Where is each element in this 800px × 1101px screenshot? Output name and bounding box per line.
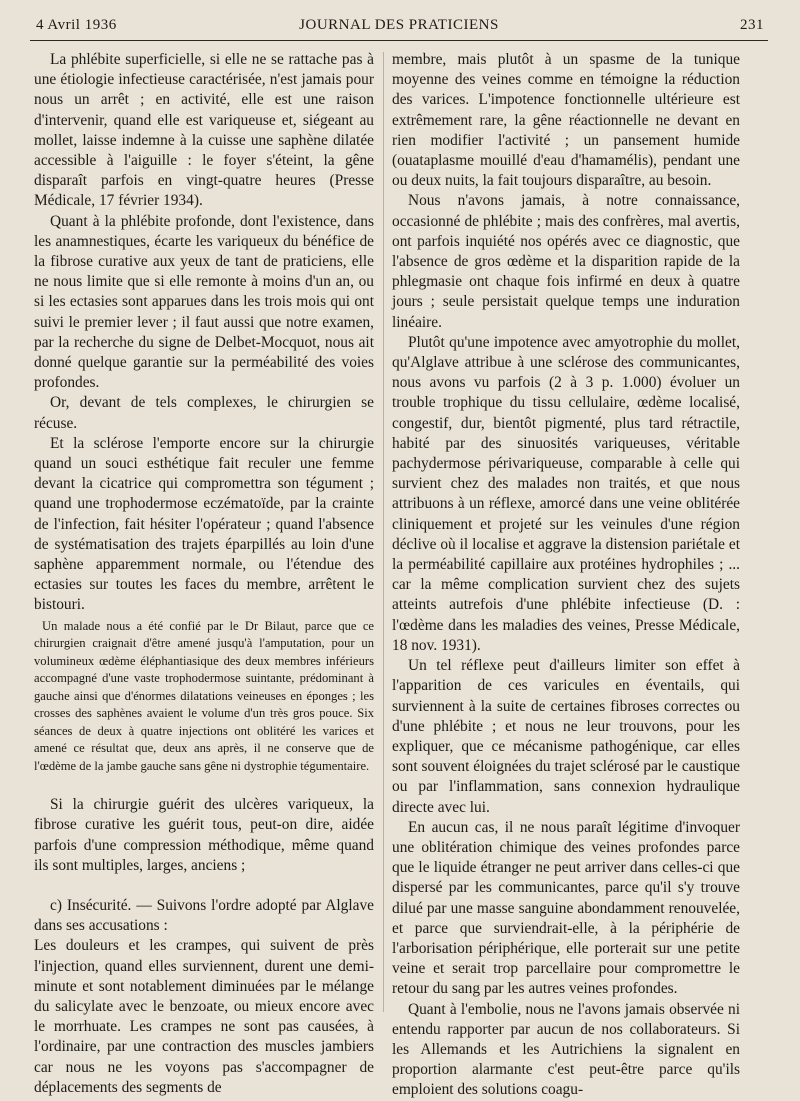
paragraph-deep-veins: En aucun cas, il ne nous paraît légitime d'invoquer une oblitération chimique des veines profondes parce que le liquide étranger ne peut arriver dans celles-ci que dispersé par les communicantes, parce qu'il s'y trouve dilué par une masse sanguine abondamment renouvelée, et parce que surviendrait-elle, à la périphérie de l'arborisation périphérique, elle porterait sur une petite veine et serait trop parcellaire pour compromettre le retour du sang par les autres veines profondes. — [392, 818, 740, 998]
paragraph-sclerosis-advantage: Et la sclérose l'emporte encore sur la chirurgie quand un souci esthétique fait reculer une femme devant la cicatrice qui compromettra son tégument ; quand une trophodermose eczématoïde, par la crainte de l'infection, fait hésiter l'opérateur ; quand l'absence de systématisation des trajets éparpillés au loin d'une saphène apparemment normale, ou l'étendue des ectasies sur toutes les faces du membre, arrêtent le bistouri. — [34, 434, 374, 614]
page-number: 231 — [740, 17, 764, 33]
paragraph-pains-cramps: Les douleurs et les crampes, qui suivent de près l'injection, quand elles surviennent, durent une demi-minute et sont notablement diminuées par le mélange du salicylate avec le benzoate, ou mieux encore avec le morrhuate. Les crampes ne sont pas causées, à l'ordinaire, par une contraction des muscles jambiers car nous ne les voyons pas s'accompagner de déplacements des segments de — [34, 937, 374, 1096]
case-note: Un malade nous a été confié par le Dr Bilaut, parce que ce chirurgien craignait d'être amené jusqu'à l'amputation, pour un volumineux œdème éléphantiasique des deux membres inférieurs accompagné d'une vaste trophodermose suintante, prédominant à gauche ainsi que d'énormes dilatations veineuses en éponges ; les crosses des saphènes avaient le volume d'un très gros pouce. Six séances de deux à quatre injections ont oblitéré les varices et amené ce résultat que, deux ans après, il ne conserve que de l'œdème de la jambe gauche sans gêne ni dystrophie tégumentaire. — [34, 618, 374, 773]
right-column — [392, 50, 740, 1101]
issue-date: 4 Avril 1936 — [36, 17, 117, 33]
paragraph-deep-phlebitis: Quant à la phlébite profonde, dont l'existence, dans les anamnestiques, écarte les variqueux du bénéfice de la fibrose curative aux yeux de tant de praticiens, elle ne nous limite que si elle remonte à moins d'un an, ou si les ectasies sont apparues dans les trois mois qui ont suivi le premier lever ; il faut aussi que notre examen, par la recherche du signe de Delbet-Mocquot, nous ait donné quelque garantie sur la perméabilité des voies profondes. — [34, 212, 374, 392]
paragraph-superficial-phlebitis: La phlébite superficielle, si elle ne se rattache pas à une étiologie infectieuse caractérisée, n'est jamais pour nous un arrêt ; en activité, elle est une raison d'intervenir, quand elle est variqueuse et, siégeant au mollet, laisse indemne à la cuisse une saphène dilatée accessible à l'aiguille : le foyer s'éteint, la gêne disparaît parfois en vingt-quatre heures (Presse Médicale, 17 février 1934). — [34, 51, 374, 210]
paragraph-reflex: Un tel réflexe peut d'ailleurs limiter son effet à l'apparition de ces varicules en éventails, qui surviennent à la suite de certaines fibroses correctes ou d'une phlébite ; et nous ne leur trouvons, pour les expliquer, que ce mécanisme pathogénique, car elles sont souvent éloignées du trajet sclérosé par le caustique ou par l'inflammation, sans connexion hydraulique directe avec lui. — [392, 657, 740, 816]
column-divider — [383, 52, 384, 1012]
paragraph-embolism: Quant à l'embolie, nous ne l'avons jamais observée ni entendu rapporter par aucun de nos collaborateurs. Si les Allemands et les Autrichiens la signalent en proportion alarmante c'est peut-être parce qu'ils emploient des solutions coagu- — [392, 1000, 740, 1099]
section-insecurity-heading: c) Insécurité. — Suivons l'ordre adopté par Alglave dans ses accusations : — [34, 897, 374, 935]
paragraph-surgeon-declines: Or, devant de tels complexes, le chirurgien se récuse. — [34, 394, 374, 432]
paragraph-no-phlebitis: Nous n'avons jamais, à notre connaissance, occasionné de phlébite ; mais des confrères, mal avertis, ont parfois inquiété nos opérés avec ce diagnostic, que l'absence de gros œdème et la disparition rapide de la phlegmasie ont chaque fois infirmé en deux à quatre jours ; seule persistait quelque temps une induration linéaire. — [392, 192, 740, 331]
paragraph-ulcers: Si la chirurgie guérit des ulcères variqueux, la fibrose curative les guérit tous, peut-on dire, aidée parfois d'une compression méthodique, même quand ils sont multiples, larges, anciens ; — [34, 796, 374, 874]
running-header — [30, 14, 768, 41]
journal-title: JOURNAL DES PRATICIENS — [299, 17, 499, 33]
paragraph-spasm: membre, mais plutôt à un spasme de la tunique moyenne des veines comme en témoigne la réduction des varices. L'impotence fonctionnelle ultérieure est extrêmement rare, la gêne réactionnelle ne devant en rien modifier l'activité ; un pansement humide (ouataplasme mouillé d'eau d'hamamélis), pendant une ou deux nuits, la fait toujours disparaître, au besoin. — [392, 51, 740, 190]
paragraph-trophic-trouble: Plutôt qu'une impotence avec amyotrophie du mollet, qu'Alglave attribue à une sclérose des communicantes, nous avons vu parfois (2 à 3 p. 1.000) évoluer un trouble trophique du tissu cellulaire, œdème localisé, congestif, dur, bientôt pigmenté, plus tard rétractile, habité par des sinuosités variqueuses, véritable pachydermose périvariqueuse, comparable à celle qui survient chez des malades non traités, et que nous attribuons à un réflexe, amorcé dans une veine oblitérée cliniquement et projeté sur les veinules d'une région déclive où il localise et aggrave la distension pariétale et la perméabilité capillaire aux protéines hydrophiles ; ... car la même complication survient chez des sujets atteints autrefois d'une phlébite infectieuse (D. : l'œdème dans les maladies des veines, Presse Médicale, 18 nov. 1931). — [392, 333, 740, 654]
left-column — [34, 50, 374, 1098]
